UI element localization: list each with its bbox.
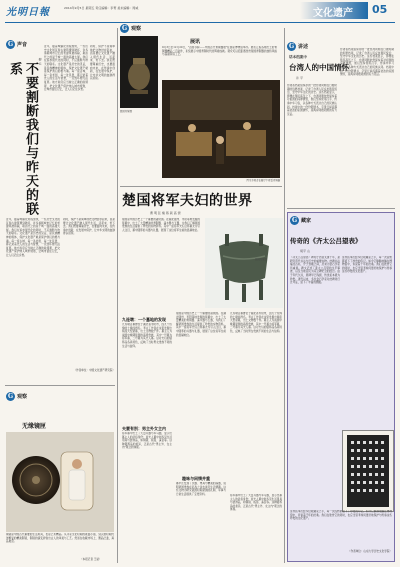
hall-photo-caption: 图为参观者在展厅中观看青铜器: [246, 179, 280, 182]
tag-icon: G: [7, 41, 14, 48]
section-title: 文化遗产: [313, 8, 353, 19]
feature-subhead-2: 夫妻有别：男主外女主内: [122, 426, 166, 431]
collector-byline: 胡平 山: [300, 249, 310, 253]
narrative-headline: 台湾人的中国情怀: [289, 63, 349, 72]
mirror-headline: 无缘镜匣: [22, 423, 47, 430]
vessel-photo-caption: 楚国青铜鼎: [120, 110, 132, 113]
vessel-image: [120, 36, 158, 108]
collector-body: 《齐太公吕望表》碑刻于西晋太康十年，是研究晋代书法与历史的重要实物。此碑书法端庄古朴，介于隶楷之间，历来为金石学家所重视。碑文记述了姜太公吕望的生平事迹，以及当地官民为其立碑纪念的经过。由于年代久远，原碑早已残损，传世拓本极为珍贵。清代以来，多位金石学家对此碑进行过考证，留下了丰富的题跋。: [290, 256, 340, 285]
right-divider: [287, 208, 395, 209]
collector-headline: 传奇的《齐太公吕望表》: [290, 237, 362, 245]
opinion-body-lower-2: 同时，保护不是简单地把文物封存起来，而是要让文化遗产融入现代生活，活起来、传下去。我们既要尊重历史，也要面向未来，在传承中创新，在发展中保护，让中华文明的血脉得以延续。: [63, 218, 115, 236]
collector-body-3: 这件拓本历经多位收藏家之手，每一次流转都留下了珍贵的印记。如今它静静地躺在博物馆中，诉说着千年的沧桑。我们在欣赏它的同时，也应当思考如何更好地保护与传承这些珍贵的文化遗产。: [290, 510, 392, 521]
mirror-source: （本报记者 王斌）: [80, 558, 102, 561]
column-rule-middle: [284, 28, 285, 563]
section-tag-narrative: G 讲述: [288, 43, 309, 50]
feature-body-4: 将军墓中出土了大量兵器与车马器，显示出墓主人的武将身份；而夫人墓中则多见生活用具与装饰品，如铜镜、梳篦、漆奁等。这种随葬品的差异，正是古代"男主外、女主内"观念的体现。: [122, 432, 172, 450]
feature-top-rule: [120, 186, 282, 187]
opinion-byline: 柳 云: [38, 58, 42, 65]
column-rule-left: [117, 28, 118, 563]
opinion-body: 近年，随着城镇化进程加快，一些历史文化街区和古建筑遭到破坏，许多承载城市记忆的老建筑被拆除，取而代之的是千城一面的高楼大厦。我们在追求现代化的同时，不应割断与昨天的联系。文化遗产是历史的见证，是民族精神的载体，保护文化遗产就是保护我们的根与魂。每一座古城、每一条老街、每一处民居，都记录着先人的生活与智慧，一旦毁坏便无法复原。地方政府应当树立正确的政绩观，把文化遗产保护纳入城市规划，让城市留住记忆，让人们记住乡愁。: [44, 45, 88, 92]
collector-body-2: 这件拓本历经多位收藏家之手，每一次流转都留下了珍贵的印记。如今它静静地躺在博物馆中，诉说着千年的沧桑。我们在欣赏它的同时，也应当思考如何更好地保护与传承这些珍贵的文化遗产。: [342, 256, 392, 274]
left-bottom-rule: [5, 385, 115, 386]
collector-author-note: （作者单位：山东大学历史文化学院）: [347, 550, 392, 553]
exhibit-title: 展讯: [190, 39, 201, 45]
masthead-rule: [5, 22, 395, 23]
masthead: [0, 0, 400, 22]
section-tag-collector: G 藏家: [291, 217, 312, 224]
tag-icon: G: [288, 43, 295, 50]
feature-byline: 曹 明 张 楠 蒋 颖 高 源: [150, 211, 181, 215]
opinion-author-note: （作者单位：中国文化遗产研究院）: [73, 369, 115, 372]
hall-image: [162, 80, 280, 178]
narrative-kicker: 话本档案中: [289, 55, 307, 59]
narrative-body-2: 台湾省档案馆保存的一批台湾同胞在日据时期的诉愿档案，记录了台湾人民反抗殖民统治、坚守中华文化的历史。这些档案显示，即便在殖民高压之下，台湾同胞依然保持着对祖国的深厚情感，他们坚持使用汉字、传承中华习俗，以各种方式表达自己的民族认同。档案中的一份份陈情书，字里行间流露着浓浓的家国情怀，是两岸同根同源的有力见证。: [340, 48, 394, 77]
section-tag-observe: G 观察: [121, 25, 142, 32]
opinion-headline: 不要割断我们与昨天的联系: [7, 62, 38, 216]
exhibit-body: 9月3日至12月20日，"古国寻踪——中国古代青铜器展"在国家博物馆举办。展览汇集各地出土的青铜器精品二百余件，系统展示中国青铜时代的辉煌成就。观众可以近距离欣赏楚国青铜器的独特风格与高超铸造工艺。: [162, 46, 277, 57]
feature-body-5: 墓中还发现了乐器、博具与精美的漆器，说明楚国贵族在征战之余也讲究生活情趣。这些文物为研究战国时期楚国的礼制、军事与日常生活提供了宝贵资料。: [176, 482, 226, 496]
page-number: 05: [372, 3, 388, 16]
bronze-mirror-photo: [6, 432, 114, 532]
feature-headline: 楚国将军夫妇的世界: [122, 193, 253, 209]
mirror-body: 铜镜是中国古代重要的生活用具，也是艺术精品。从齐家文化时期的素面小镜，到汉唐时期纹饰繁复的精美铜镜，铜镜的演变折射出古人的审美与工艺。然而在收藏市场上，赝品泛滥，真品难觅。: [6, 533, 114, 544]
tag-icon: G: [291, 217, 298, 224]
opinion-body-lower: 近年，随着城镇化进程加快，一些历史文化街区和古建筑遭到破坏，许多承载城市记忆的老建筑被拆除，取而代之的是千城一面的高楼大厦。我们在追求现代化的同时，不应割断与昨天的联系。文化遗产是历史的见证，是民族精神的载体，保护文化遗产就是保护我们的根与魂。每一座古城、每一条老街、每一处民居，都记录着先人的生活与智慧，一旦毁坏便无法复原。地方政府应当树立正确的政绩观，把文化遗产保护纳入城市规划，让城市留住记忆，让人们记住乡愁。: [6, 218, 60, 257]
narrative-byline: 许 平: [296, 76, 303, 80]
ding-cauldron-photo: [205, 218, 283, 308]
museum-hall-photo: [162, 80, 280, 178]
feature-body-2: 楚国是中国历史上一个重要的诸侯国。在湖北随州、枣阳等地发掘的楚墓中，出土了大量精美的青铜器、漆木器与玉器，为我们了解楚国贵族的生活提供了珍贵的实物资料。其中一座将军夫妇合葬墓尤为引人注目，墓中随葬的兵器与礼器，展现了这位将军生前的显赫地位。: [176, 312, 226, 337]
feature-subhead-1: 九连墩：一个墓地的发现: [122, 317, 166, 322]
date-line: 2014年9月5日 星期五 责任编辑：李菁 美术编辑：周威: [64, 6, 139, 10]
feature-subhead-3: 趣味与闲情并重: [182, 476, 210, 481]
feature-body-3: 九连墩古墓群位于湖北省枣阳市，因九个连绵的土墩而得名。考古工作者在这里发掘出两座大型楚墓，出土文物数千件。墓主人为战国中晚期楚国的高级贵族，其中一号墓为将军墓，二号墓为其夫人墓。这对夫妇的随葬品各具特色，反映了当时男女贵族不同的生活与信仰。: [230, 312, 282, 333]
rubbing-image: [343, 431, 393, 511]
feature-intro: 楚国是中国历史上一个重要的诸侯国。在湖北随州、枣阳等地发掘的楚墓中，出土了大量精美的青铜器、漆木器与玉器，为我们了解楚国贵族的生活提供了珍贵的实物资料。其中一座将军夫妇合葬墓尤为引人注目，墓中随葬的兵器与礼器，展现了这位将军生前的显赫地位。: [122, 218, 200, 232]
section-tag-observe-left: G 观察: [7, 393, 28, 400]
opinion-body-continued: 同时，保护不是简单地把文物封存起来，而是要让文化遗产融入现代生活，活起来、传下去。我们既要尊重历史，也要面向未来，在传承中创新，在发展中保护，让中华文明的血脉得以延续。: [90, 45, 115, 81]
tag-icon: G: [121, 25, 128, 32]
feature-body-6: 将军墓中出土了大量兵器与车马器，显示出墓主人的武将身份；而夫人墓中则多见生活用具与装饰品，如铜镜、梳篦、漆奁等。这种随葬品的差异，正是古代"男主外、女主内"观念的体现。: [230, 494, 282, 512]
cauldron-image: [205, 218, 283, 308]
section-tag-voice: G 声音: [7, 41, 28, 48]
mirror-image: [6, 432, 114, 532]
tag-icon: G: [7, 393, 14, 400]
cauldron-photo-caption: 楚国青铜鼎: [255, 258, 267, 261]
feature-body-1: 九连墩古墓群位于湖北省枣阳市，因九个连绵的土墩而得名。考古工作者在这里发掘出两座大型楚墓，出土文物数千件。墓主人为战国中晚期楚国的高级贵族，其中一号墓为将军墓，二号墓为其夫人墓。这对夫妇的随葬品各具特色，反映了当时男女贵族不同的生活与信仰。: [122, 323, 172, 348]
rubbing-photo: [342, 430, 394, 512]
newspaper-logo: 光明日報: [6, 7, 50, 18]
narrative-body: 台湾省档案馆保存的一批台湾同胞在日据时期的诉愿档案，记录了台湾人民反抗殖民统治、坚守中华文化的历史。这些档案显示，即便在殖民高压之下，台湾同胞依然保持着对祖国的深厚情感，他们坚持使用汉字、传承中华习俗，以各种方式表达自己的民族认同。档案中的一份份陈情书，字里行间流露着浓浓的家国情怀，是两岸同根同源的有力见证。: [287, 84, 337, 116]
bronze-vessel-photo: [120, 36, 158, 108]
